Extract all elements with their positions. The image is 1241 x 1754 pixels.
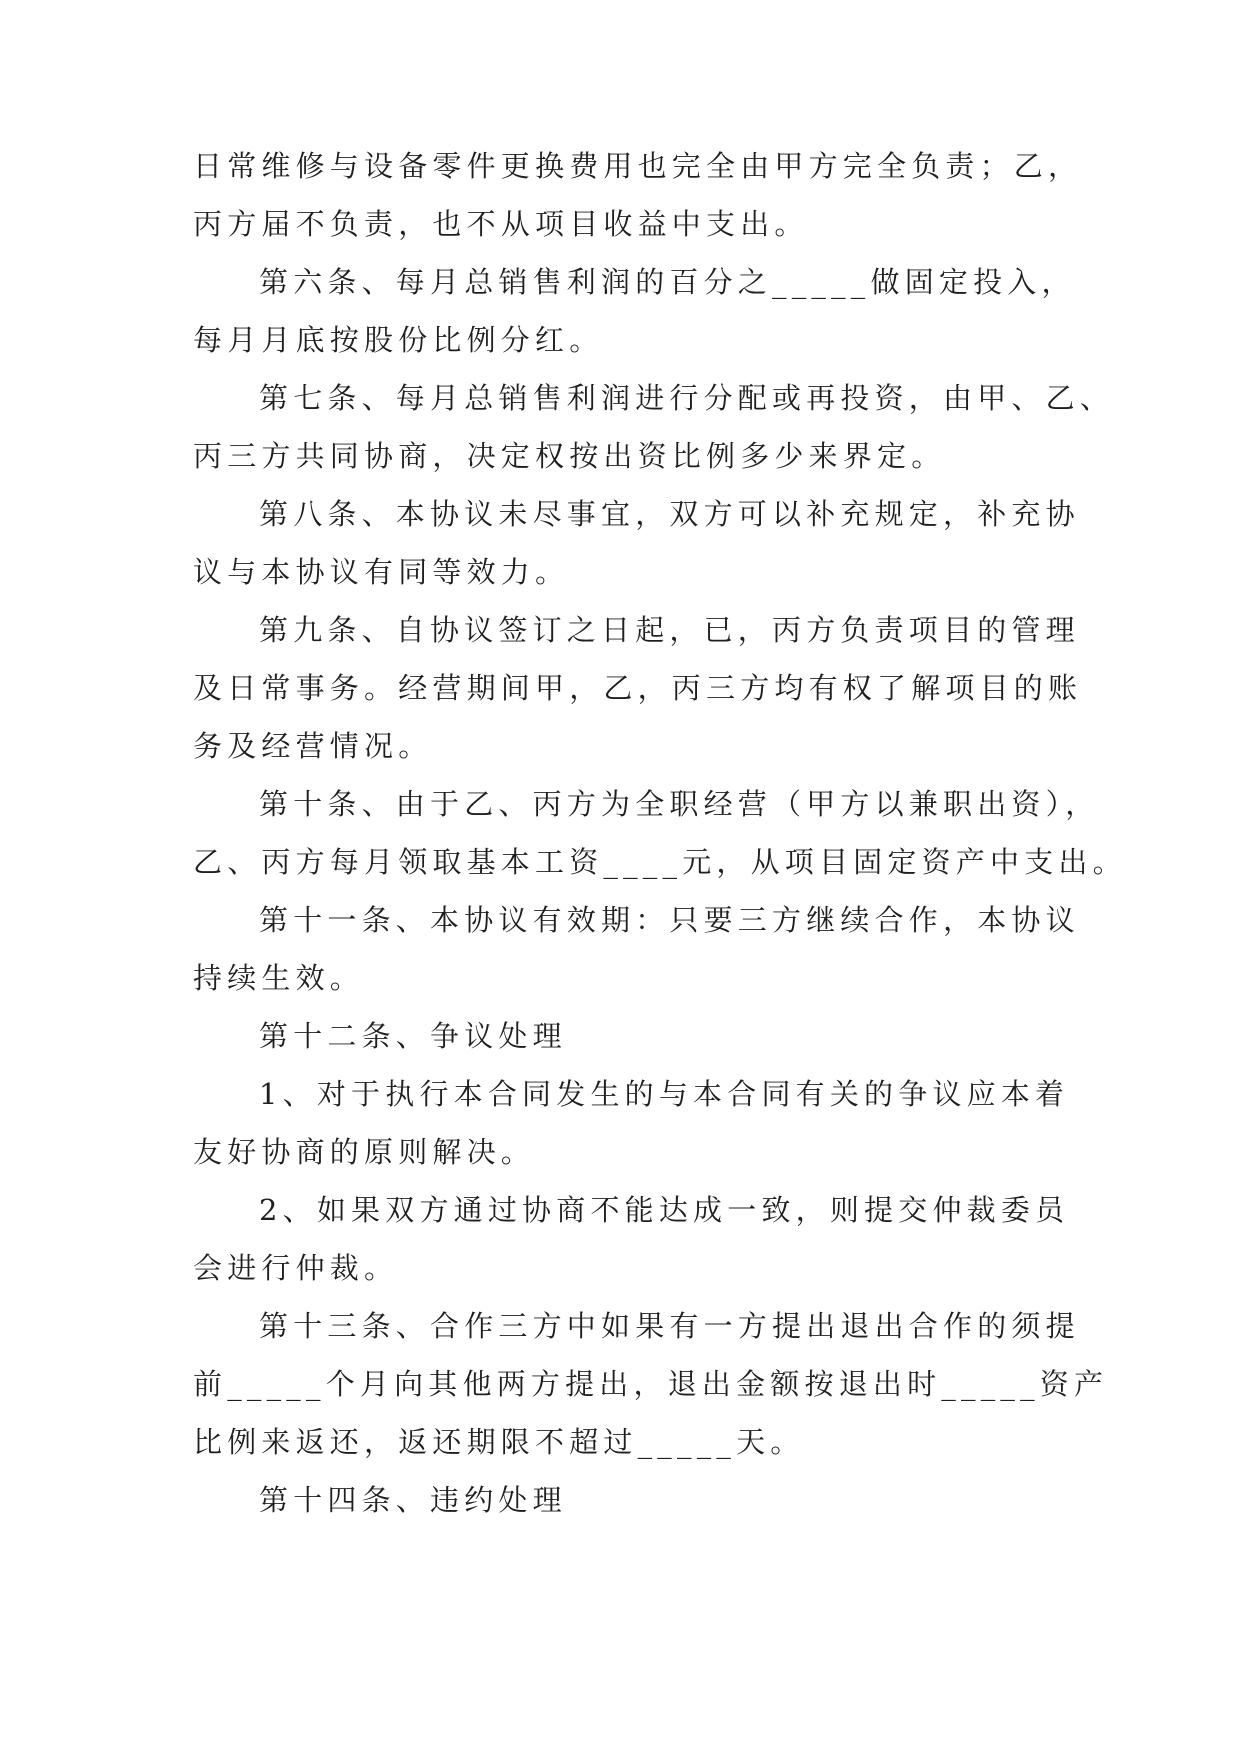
text-line-11: 务及经营情况。 [193, 729, 433, 763]
text-line-2: 丙方届不负责，也不从项目收益中支出。 [193, 207, 809, 241]
text-line-15: 持续生效。 [193, 961, 365, 995]
text-line-20: 会进行仲裁。 [193, 1251, 399, 1285]
text-line-18: 友好协商的原则解决。 [193, 1135, 536, 1169]
document-page [193, 149, 1127, 1517]
text-line-19: 2、如果双方通过协商不能达成一致，则提交仲裁委员 [259, 1193, 1070, 1227]
text-line-16: 第十二条、争议处理 [259, 1019, 567, 1053]
text-line-12: 第十条、由于乙、丙方为全职经营（甲方以兼职出资）， [259, 787, 1100, 821]
text-line-24: 第十四条、违约处理 [259, 1483, 567, 1517]
text-line-14: 第十一条、本协议有效期：只要三方继续合作，本协议 [259, 903, 1080, 937]
text-line-5: 第七条、每月总销售利润进行分配或再投资，由甲、乙、 [259, 381, 1115, 415]
text-line-4: 每月月底按股份比例分红。 [193, 323, 604, 357]
text-line-22: 前_____个月向其他两方提出，退出金额按退出时_____资产 [193, 1367, 1109, 1401]
text-line-6: 丙三方共同协商，决定权按出资比例多少来界定。 [193, 439, 946, 473]
text-line-1: 日常维修与设备零件更换费用也完全由甲方完全负责；乙， [193, 149, 1083, 183]
text-line-7: 第八条、本协议未尽事宜，双方可以补充规定，补充协 [259, 497, 1080, 531]
text-line-21: 第十三条、合作三方中如果有一方提出退出合作的须提 [259, 1309, 1080, 1343]
text-line-8: 议与本协议有同等效力。 [193, 555, 570, 589]
text-line-23: 比例来返还，返还期限不超过_____天。 [193, 1425, 805, 1459]
text-line-13: 乙、丙方每月领取基本工资____元，从项目固定资产中支出。 [193, 845, 1127, 879]
text-line-17: 1、对于执行本合同发生的与本合同有关的争议应本着 [259, 1077, 1070, 1111]
text-line-3: 第六条、每月总销售利润的百分之_____做固定投入， [259, 265, 1076, 299]
text-line-10: 及日常事务。经营期间甲，乙，丙三方均有权了解项目的账 [193, 671, 1083, 705]
text-line-9: 第九条、自协议签订之日起，已，丙方负责项目的管理 [259, 613, 1080, 647]
